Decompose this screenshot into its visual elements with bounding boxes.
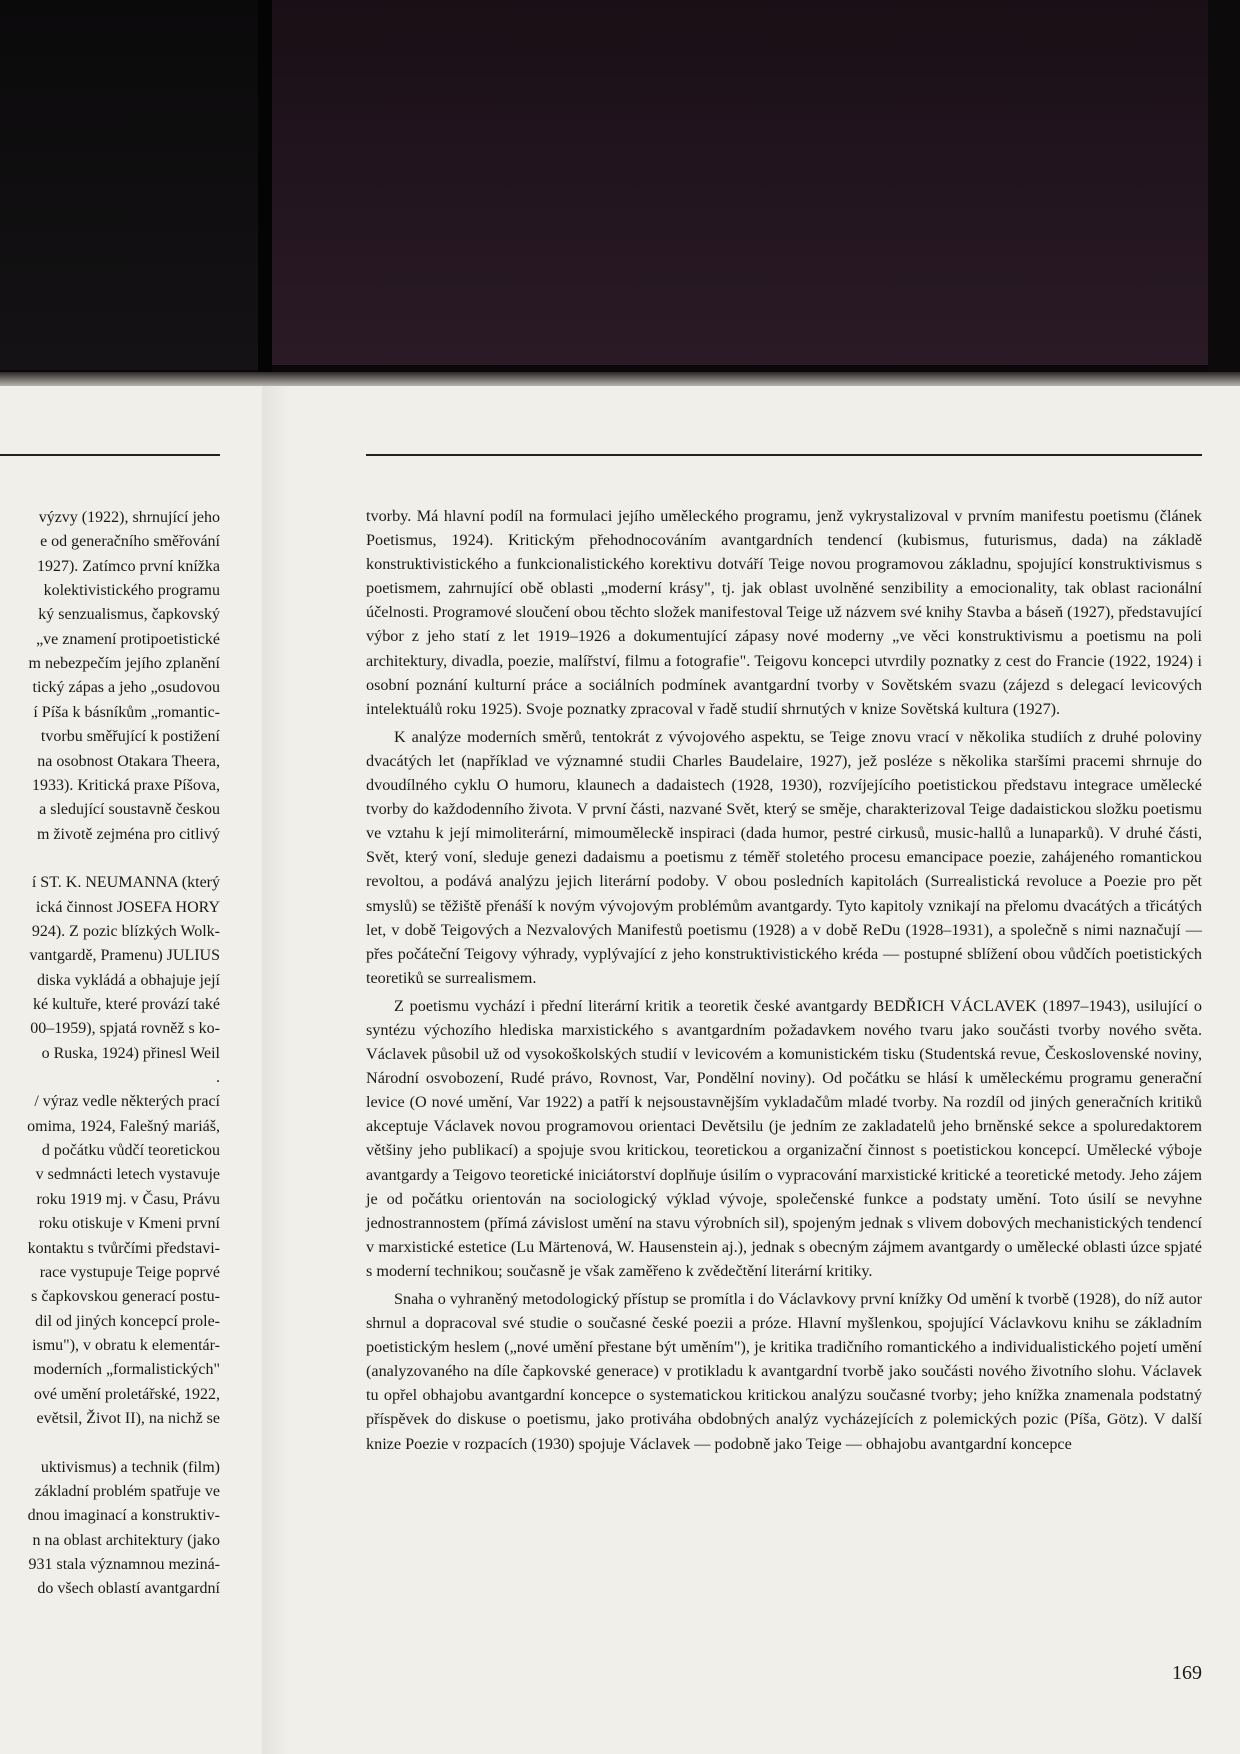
left-column-line: základní problém spatřuje ve — [34, 1483, 220, 1500]
left-column-line: 931 stala významnou meziná- — [28, 1556, 220, 1574]
left-column-line: uktivismus) a technik (film) — [40, 1458, 220, 1476]
left-column-line: evětsil, Život II), na nichž se — [36, 1409, 220, 1427]
left-column-line: ký senzualismus, čapkovský — [38, 606, 220, 624]
header-rule-right — [366, 454, 1202, 456]
left-column-line: / výraz vedle některých prací — [34, 1093, 220, 1111]
left-column-line: kontaktu s tvůrčími představi- — [27, 1239, 220, 1257]
main-text-column — [366, 504, 1202, 1460]
left-column-line: „ve znamení protipoetistické — [36, 630, 220, 648]
left-column-line: 1933). Kritická praxe Píšova, — [32, 776, 220, 794]
left-column-line: tický zápas a jeho „osudovou — [32, 679, 220, 697]
left-column-line: m nebezpečím jejího zplanění — [28, 655, 220, 673]
left-column-line: 00–1959), spjatá rovněž s ko- — [30, 1020, 220, 1038]
left-column-line: s čapkovskou generací postu- — [31, 1288, 220, 1306]
left-column-line: d počátku vůdčí teoretickou — [41, 1142, 220, 1160]
left-column-line: m životě zejména pro citlivý — [36, 825, 220, 843]
left-column-line: a sledující soustavně českou — [39, 801, 220, 819]
left-column-line: n na oblast architektury (jako — [32, 1531, 220, 1549]
book-gutter — [258, 0, 272, 382]
left-column-line: ismu"), v obratu k elementár- — [32, 1336, 220, 1354]
left-column-line: o Ruska, 1924) přinesl Weil — [41, 1044, 220, 1062]
left-column-line: na osobnost Otakara Theera, — [37, 752, 220, 770]
photograph-right-page — [268, 0, 1208, 365]
photograph-edge — [1208, 0, 1240, 382]
page-number: 169 — [1172, 1662, 1202, 1684]
left-column-line: ové umění proletářské, 1922, — [33, 1385, 220, 1403]
left-column-line: dnou imaginací a konstruktiv- — [27, 1507, 220, 1525]
body-paragraph: tvorby. Má hlavní podíl na formulaci jejího uměleckého programu, jenž vykrystalizoval v prvním manifestu poetismu (článek Poetismus, 1924). Kritickým přehodnocováním avantgardních tendencí (kubismus, futurismus, dada) na základě konstruktivistického a funkcionalistického korektivu dotváří Teige novou programovou základnu, spojující konstruktivismus s poetismem, zahrnující obě oblasti „moderní krásy", tj. jak oblast uvolněné senzibility a emocionality, tak oblast racionální účelnosti. Programové sloučení obou těchto složek manifestoval Teige už názvem své knihy Stavba a báseň (1927), představující výbor z jeho statí z let 1919–1926 a dokumentující zápasy nové moderny „ve věci konstruktivismu a poetismu na poli architektury, divadla, poezie, malířství, filmu a fotografie". Teigovu koncepci utvrdily poznatky z cest do Francie (1922, 1924) i osobní poznání kulturní práce a sociálních podmínek avantgardní tvorby v Sovětském svazu (zájezd s delegací levicových intelektuálů roku 1925). Svoje poznatky zpracoval v řadě studií shrnutých v knize Sovětská kultura (1927). — [366, 507, 1202, 718]
left-column-line: dil od jiných koncepcí prole- — [35, 1312, 220, 1330]
left-column-line: 924). Z pozic blízkých Wolk- — [31, 922, 220, 940]
left-column-line: 1927). Zatímco první knížka — [36, 557, 220, 575]
left-column-line: í ST. K. NEUMANNA (který — [31, 874, 220, 892]
left-page-column — [0, 0, 220, 1754]
left-column-line: ická činnost JOSEFA HORY — [35, 898, 220, 916]
left-column-line: race vystupuje Teige poprvé — [39, 1263, 220, 1281]
left-column-line: e od generačního směřování — [40, 533, 220, 551]
left-column-line: kolektivistického programu — [43, 582, 220, 600]
left-column-line: tvorbu směřující k postižení — [40, 728, 220, 746]
left-column-line: diska vykládá a obhajuje její — [36, 971, 220, 989]
left-column-line: roku otiskuje v Kmeni první — [38, 1215, 220, 1233]
body-paragraph: K analýze moderních směrů, tentokrát z vývojového aspektu, se Teige znovu vrací v několika studiích z druhé poloviny dvacátých let (například ve významné studii Charles Baudelaire, 1927), jež posléze s několika staršími pracemi shrnuje do dvoudílného cyklu O humoru, klaunech a dadaistech (1928, 1930), rozvíjejícího poetistickou představu integrace umělecké tvorby do každodenního života. V první části, nazvané Svět, který se směje, charakterizoval Teige dadaistickou složku poetismu ve vztahu k její mimoliterární, mimouměleckě inspiraci (dada humor, pestré cirkusů, music-hallů a lunaparků). V druhé části, Svět, který voní, sleduje genezi dadaismu a poetismu z téměř stoletého procesu emancipace poezie, zahájeného romantickou revoltou, a podává analýzu jejich literární podoby. V obou posledních kapitolách (Surrealistická revoluce a Poezie pro pět smyslů) se těžiště přenáší k novým vývojovým problémům avantgardy. Tyto kapitoly vznikají na přelomu dvacátých a třicátých let, v době Teigových a Nezvalových Manifestů poetismu (1928) a v době ReDu (1928–1931), a společně s nimi naznačují — přes počáteční Teigovy výhrady, vyplývající z jeho konstruktivistického kréda — postupné sblížení obou vůdčích poetistických teoretiků se surrealismem. — [366, 727, 1202, 987]
left-column-line: . — [216, 1069, 220, 1087]
body-paragraph: Snaha o vyhraněný metodologický přístup se promítla i do Václavkovy první knížky Od umění k tvorbě (1928), do níž autor shrnul a dopracoval své studie o současné české poezii a próze. Hlavní myšlenkou, spojující Václavkovu knihu se základním poetistickým heslem („nové umění přestane být uměním"), je kritika tradičního romantického a individualistického pojetí umění (analyzovaného na díle čapkovské generace) v protikladu k avantgardní tvorbě jako součásti nového životního slohu. Václavek tu opřel obhajobu avantgardní koncepce o systematickou kritickou analýzu současné tvorby; jeho knížka znamenala podstatný příspěvek do diskuse o poetismu, jako protiváha obdobných analýz vycházejících z polemických pozic (Píša, Götz). V další knize Poezie v rozpacích (1930) spojuje Václavek — podobně jako Teige — obhajobu avantgardní koncepce — [366, 1290, 1202, 1453]
left-column-line: roku 1919 mj. v Času, Právu — [36, 1190, 220, 1208]
left-column-line: í Píša k básníkům „romantic- — [33, 703, 220, 721]
left-column-line: ké kultuře, které provází také — [32, 996, 220, 1013]
left-column-line: výzvy (1922), shrnující jeho — [38, 509, 220, 526]
left-column-line: moderních „formalistických" — [33, 1361, 220, 1379]
left-column-line: omima, 1924, Falešný mariáš, — [27, 1117, 220, 1135]
body-paragraph: Z poetismu vychází i přední literární kritik a teoretik české avantgardy BEDŘICH VÁCLAVEK (1897–1943), usilující o syntézu výchozího hlediska marxistického s avantgardním požadavkem nového tvaru jako součásti tvorby nového světa. Václavek působil už od vysokoškolských studií v levicovém a komunistickém tisku (Studentská revue, Československé noviny, Národní osvobození, Rudé právo, Rovnost, Var, Pondělní noviny). Od počátku se hlásí k uměleckému programu generační levice (O nové umění, Var 1922) a patří k nejsoustavnějším vykladačům mladé tvorby. Na rozdíl od jiných generačních kritiků akceptuje Václavek novou programovou orientaci Devětsilu (je jedním ze zakladatelů jeho brněnské sekce a spoluredaktorem většiny jeho publikací) a spojuje svou kritickou, teoretickou a organizační činnost s poetistickou koncepcí. Umělecké výboje avantgardy a Teigovo teoretické iniciátorství doplňuje úsilím o vypracování marxistické kritické a teoretické metody. Jeho zájem je od počátku orientován na sociologický výklad vývoje, společenské funkce a podstaty umění. Toto úsilí se nevyhne jednostrannostem (přímá závislost umění na stavu výrobních sil), spojeným jednak s vlivem dobových mechanistických tendencí v marxistické estetice (Lu Märtenová, W. Hausenstein aj.), jednak s obecným zájmem avantgardy o umělecké oblasti úzce spjaté s moderní technikou; současně je však zaměřeno k zvědečtění literární kritiky. — [366, 996, 1202, 1280]
left-column-line: v sedmnácti letech vystavuje — [35, 1166, 220, 1184]
left-column-line: do všech oblastí avantgardní — [37, 1580, 220, 1598]
left-column-line: vantgardě, Pramenu) JULIUS — [29, 947, 220, 965]
spine-shadow — [262, 386, 290, 1754]
